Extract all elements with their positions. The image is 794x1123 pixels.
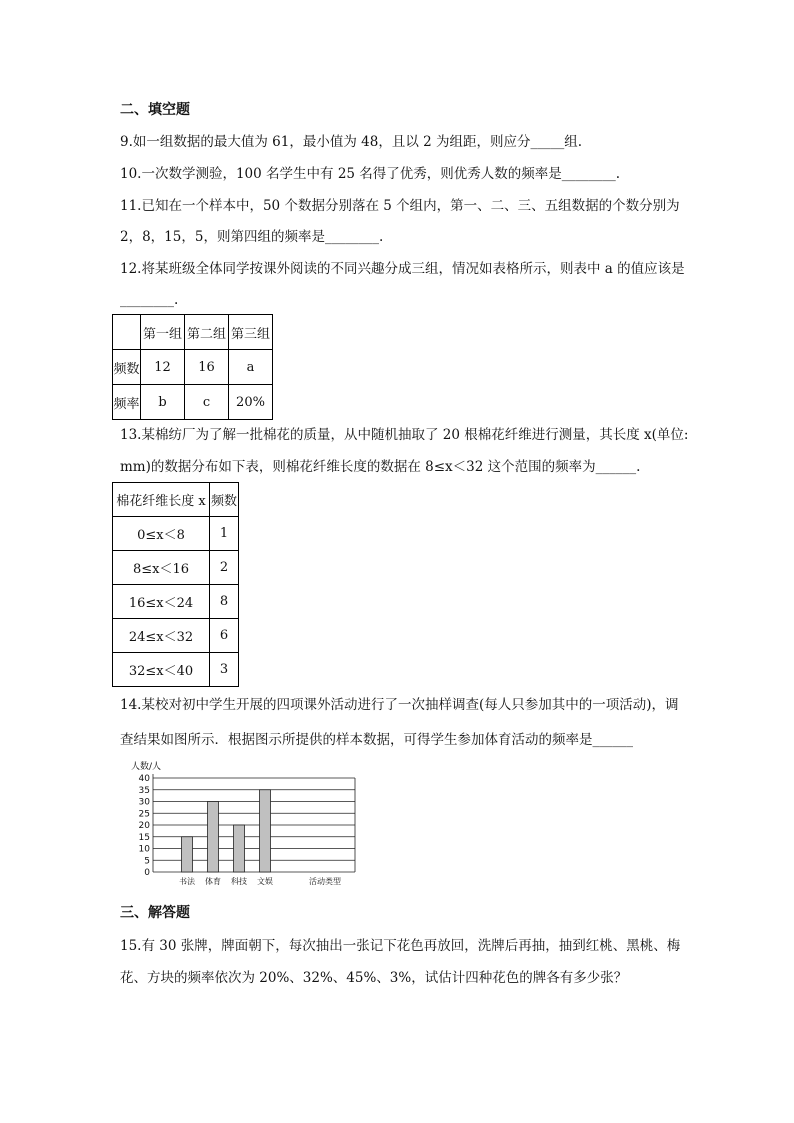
x-tick-label: 体育 (205, 877, 221, 886)
question-12-line2: ________. (120, 292, 179, 308)
y-tick-label: 25 (138, 809, 150, 820)
x-tick-label: 文娱 (257, 877, 273, 886)
question-15-line2: 花、方块的频率依次为 20%、32%、45%、3%，试估计四种花色的牌各有多少张？ (120, 970, 628, 986)
table-header-cell: 棉花纤维长度 x (113, 483, 210, 517)
table-row (113, 653, 239, 687)
table-cell: 8≤x＜16 (113, 551, 210, 585)
table-cell: 6 (210, 619, 239, 653)
table-cell: 12 (141, 350, 185, 385)
table-cell: 2 (210, 551, 239, 585)
table-row (113, 385, 273, 420)
bar-体育 (208, 802, 219, 873)
y-tick-label: 10 (138, 844, 150, 855)
fiber-length-table (112, 482, 239, 687)
bar-书法 (182, 837, 193, 872)
question-12-line1: 12.将某班级全体同学按课外阅读的不同兴趣分成三组，情况如表格所示，则表中 a 的值应该是 (120, 261, 685, 277)
table-row (113, 551, 239, 585)
table-row (113, 585, 239, 619)
table-corner-cell (113, 315, 141, 350)
question-14-line1: 14.某校对初中学生开展的四项课外活动进行了一次抽样调查(每人只参加其中的一项活动)，调 (120, 697, 679, 713)
table-cell: c (185, 385, 229, 420)
question-13-line2: mm)的数据分布如下表，则棉花纤维长度的数据在 8≤x＜32 这个范围的频率为______. (120, 459, 641, 475)
question-10: 10.一次数学测验，100 名学生中有 25 名得了优秀，则优秀人数的频率是________. (120, 166, 621, 182)
table-cell: 16≤x＜24 (113, 585, 210, 619)
interest-group-table (112, 314, 273, 420)
table-cell: 16 (185, 350, 229, 385)
x-axis-ticks (179, 876, 273, 886)
section-title-answer: 三、解答题 (120, 905, 190, 921)
table-cell: b (141, 385, 185, 420)
question-13-line1: 13.某棉纺厂为了解一批棉花的质量，从中随机抽取了 20 根棉花纤维进行测量，其长度 x(单位: (120, 427, 689, 443)
table-cell: 32≤x＜40 (113, 653, 210, 687)
question-11-line2: 2，8，15，5，则第四组的频率是________. (120, 229, 384, 245)
chart-bars (182, 790, 271, 872)
table-cell: 20% (229, 385, 273, 420)
row-label: 频率 (113, 385, 141, 420)
y-tick-label: 30 (138, 797, 150, 808)
table-header-cell: 第二组 (185, 315, 229, 350)
question-15-line1: 15.有 30 张牌，牌面朝下，每次抽出一张记下花色再放回，洗牌后再抽，抽到红桃、黑桃、梅 (120, 938, 681, 954)
bar-科技 (234, 825, 245, 872)
question-11-line1: 11.已知在一个样本中，50 个数据分别落在 5 个组内，第一、二、三、五组数据的个数分别为 (120, 198, 680, 214)
y-tick-label: 35 (138, 785, 150, 796)
bar-文娱 (260, 790, 271, 872)
question-14-line2: 查结果如图所示．根据图示所提供的样本数据，可得学生参加体育活动的频率是______ (120, 732, 633, 748)
y-tick-label: 15 (138, 832, 150, 843)
y-axis-label: 人数/人 (131, 762, 162, 772)
y-tick-label: 5 (144, 856, 150, 867)
table-cell: 24≤x＜32 (113, 619, 210, 653)
table-cell: 1 (210, 517, 239, 551)
table-cell: 8 (210, 585, 239, 619)
y-tick-label: 0 (144, 868, 150, 878)
table-row (113, 619, 239, 653)
table-header-cell: 第一组 (141, 315, 185, 350)
table-row (113, 350, 273, 385)
question-9: 9.如一组数据的最大值为 61，最小值为 48，且以 2 为组距，则应分_____组. (120, 134, 583, 150)
x-tick-label: 科技 (231, 877, 247, 886)
table-cell: 3 (210, 653, 239, 687)
section-title-fill-in: 二、填空题 (120, 102, 190, 118)
x-axis-label: 活动类型 (309, 877, 341, 886)
table-cell: 0≤x＜8 (113, 517, 210, 551)
table-header-cell: 频数 (210, 483, 239, 517)
row-label: 频数 (113, 350, 141, 385)
y-axis-ticks (139, 774, 151, 878)
activity-bar-chart (125, 757, 385, 892)
table-header-cell: 第三组 (229, 315, 273, 350)
y-tick-label: 40 (138, 774, 150, 784)
y-tick-label: 20 (138, 821, 150, 831)
table-row (113, 517, 239, 551)
x-tick-label: 书法 (179, 877, 195, 886)
table-cell: a (229, 350, 273, 385)
